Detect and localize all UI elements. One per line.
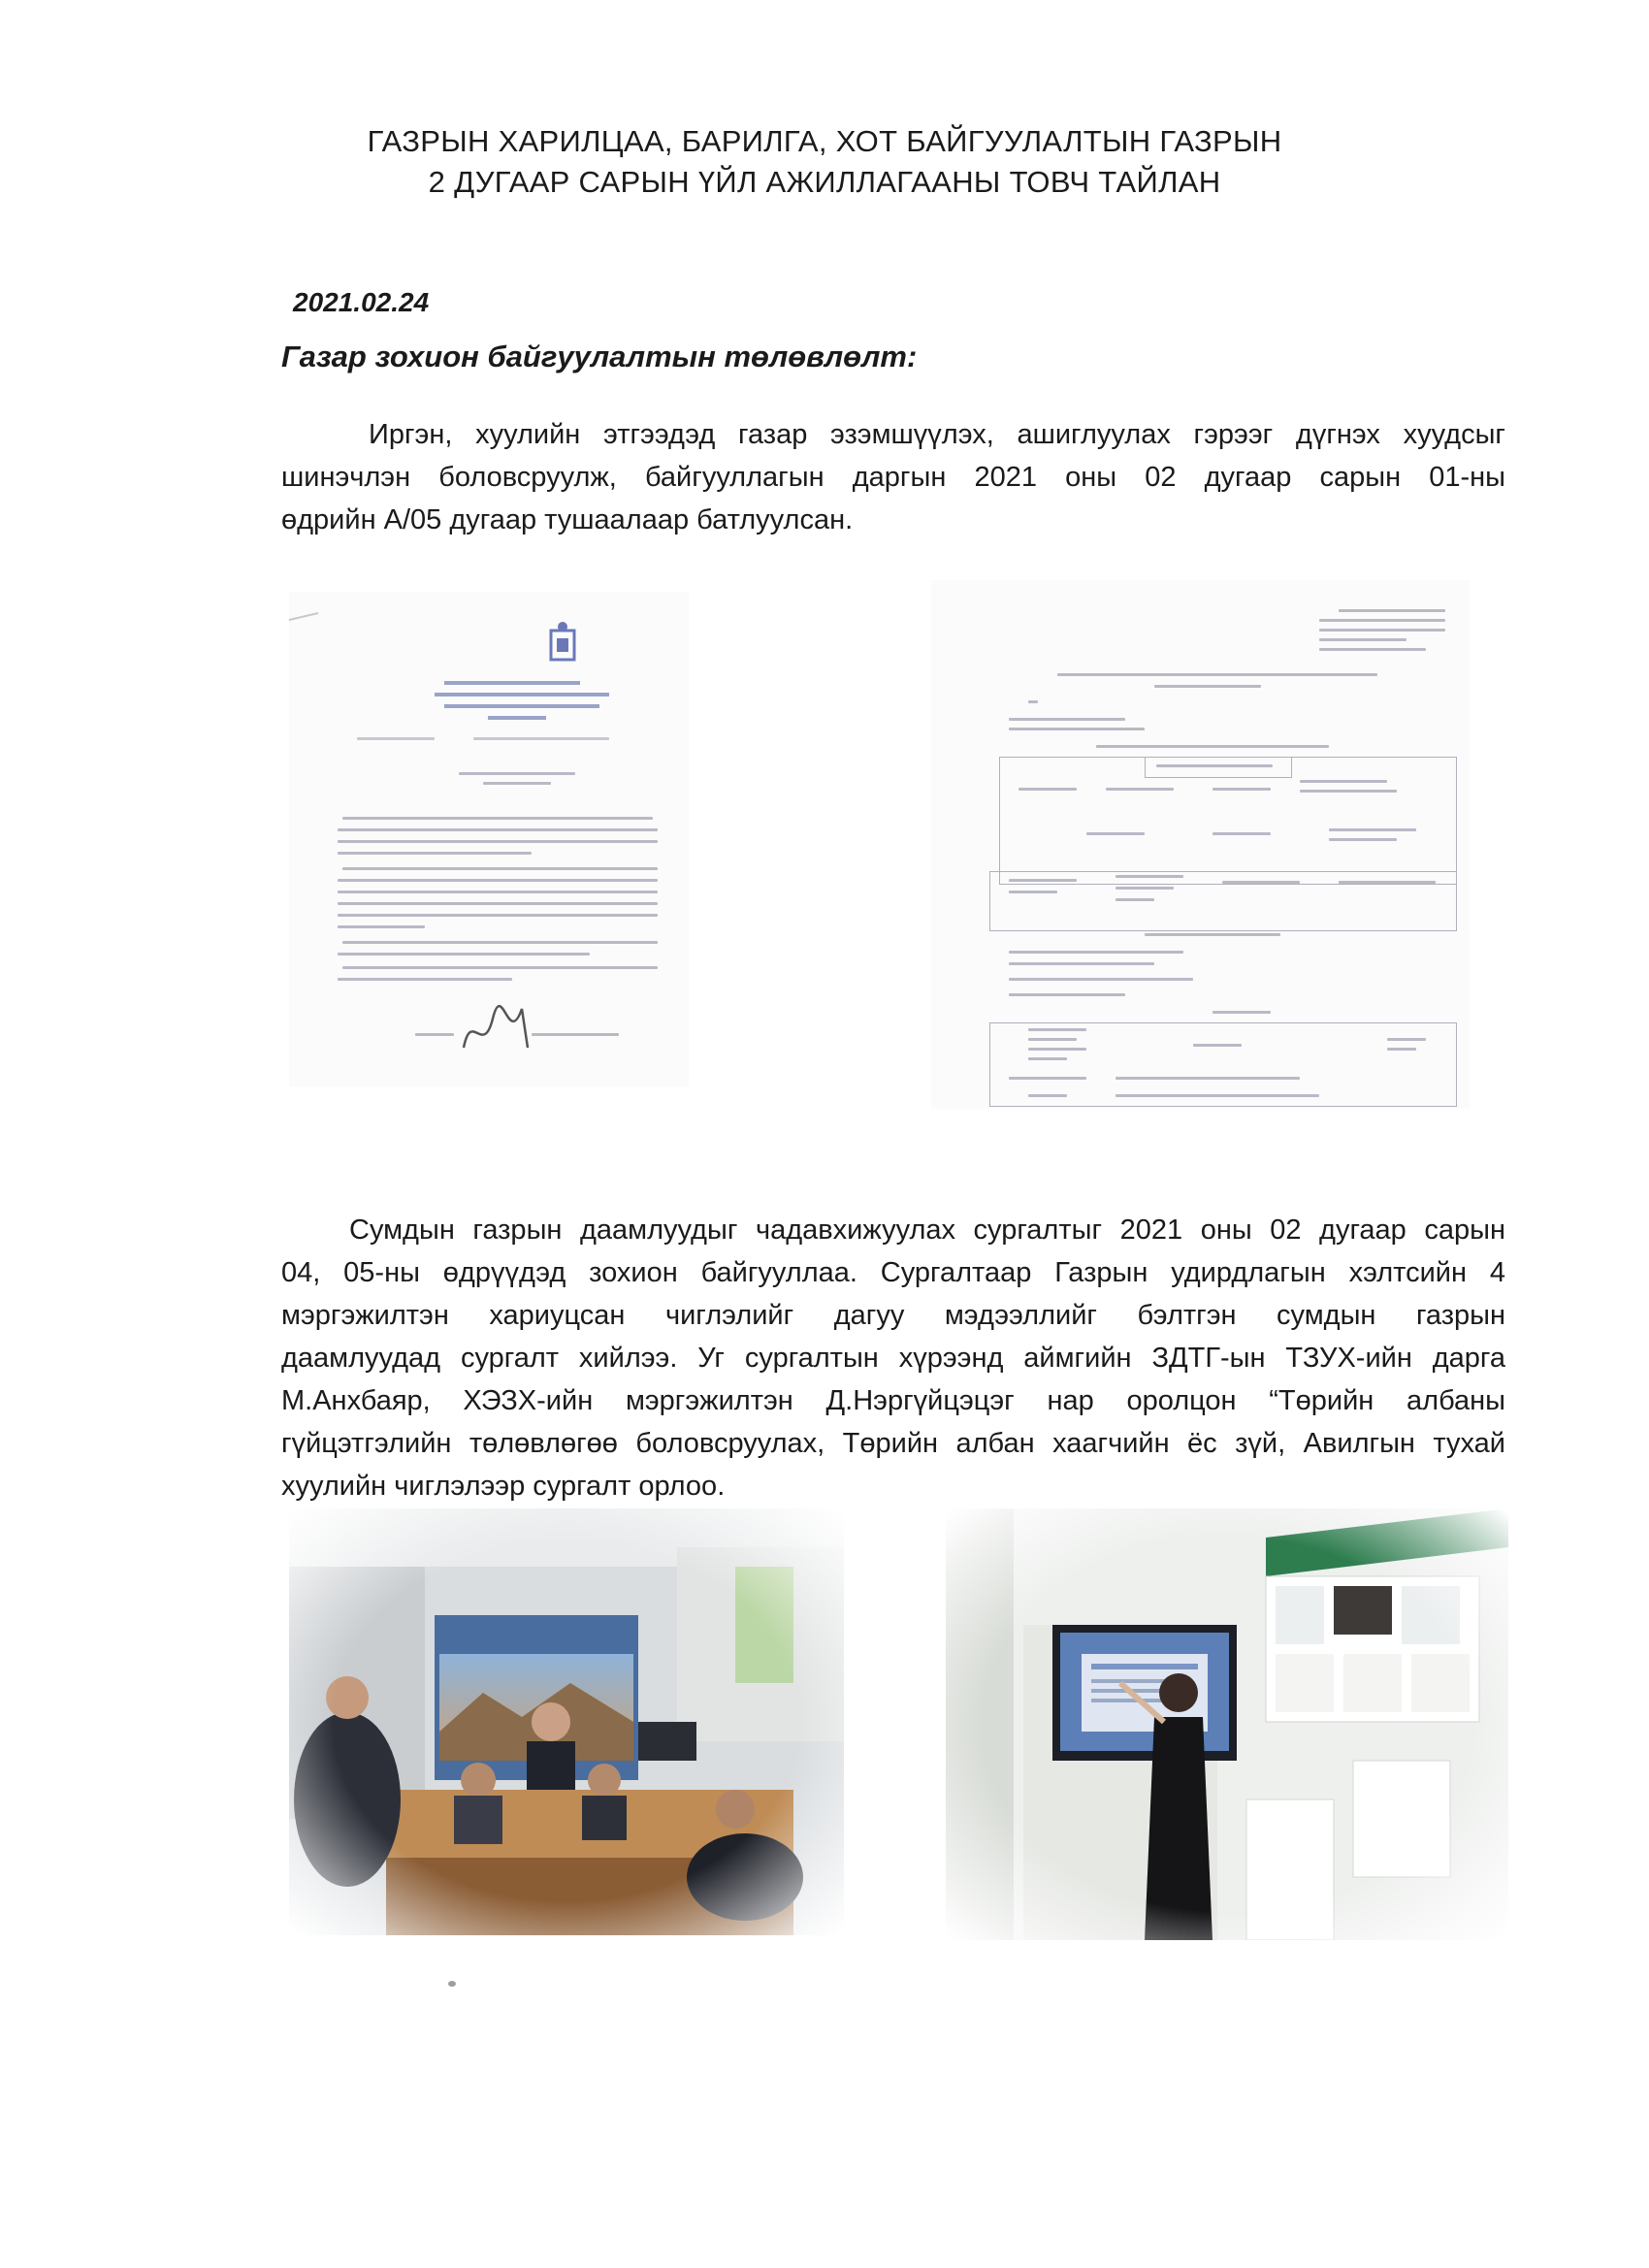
scan-speck <box>448 1981 456 1987</box>
paragraph-line: өдрийн А/05 дугаар тушаалаар батлуулсан. <box>281 504 854 535</box>
paragraph-line: 04, 05-ны өдрүүдэд зохион байгууллаа. Сургалтаар Газрын удирдлагын хэлтсийн 4 <box>281 1257 1505 1288</box>
paragraph-line: Сумдын газрын даамлуудыг чадавхижуулах сургалтыг 2021 оны 02 дугаар сарын <box>349 1215 1505 1246</box>
paragraph-line: М.Анхбаяр, ХЭЗХ-ийн мэргэжилтэн Д.Нэргүйцэцэг нар оролцон “Төрийн албаны <box>281 1385 1505 1416</box>
presentation-screen-photo <box>946 1508 1508 1940</box>
report-title-line-2: 2 ДУГААР САРЫН ҮЙЛ АЖИЛЛАГААНЫ ТОВЧ ТАЙЛАН <box>428 165 1221 199</box>
signature-mark <box>289 592 689 1086</box>
paragraph-line: мэргэжилтэн хариуцсан чиглэлийг дагуу мэдээллийг бэлтгэн сумдын газрын <box>281 1300 1505 1331</box>
scanned-contract-evaluation-form <box>931 580 1470 1109</box>
section-heading: Газар зохион байгуулалтын төлөвлөлт: <box>281 340 918 373</box>
report-title-line-1: ГАЗРЫН ХАРИЛЦАА, БАРИЛГА, ХОТ БАЙГУУЛАЛТЫН ГАЗРЫН <box>367 124 1282 158</box>
scanned-order-document <box>289 592 689 1086</box>
paragraph-line: гүйцэтгэлийн төлөвлөгөө боловсруулах, Төрийн албан хаагчийн ёс зүй, Авилгын тухай <box>281 1428 1505 1459</box>
paragraph-line: шинэчлэн боловсруулж, байгууллагын даргын 2021 оны 02 дугаар сарын 01-ны <box>281 462 1505 493</box>
paragraph-line: хуулийн чиглэлээр сургалт орлоо. <box>281 1471 726 1502</box>
paragraph-order-approval <box>281 413 1505 541</box>
training-meeting-room-photo <box>289 1508 844 1935</box>
report-date: 2021.02.24 <box>293 287 430 317</box>
paragraph-line: даамлуудад сургалт хийлээ. Уг сургалтын хүрээнд аймгийн ЗДТГ-ын ТЗУХ-ийн дарга <box>281 1343 1505 1374</box>
paragraph-training <box>281 1209 1505 1507</box>
paragraph-line: Иргэн, хуулийн этгээдэд газар эзэмшүүлэх, ашиглуулах гэрээг дүгнэх хуудсыг <box>369 419 1505 450</box>
